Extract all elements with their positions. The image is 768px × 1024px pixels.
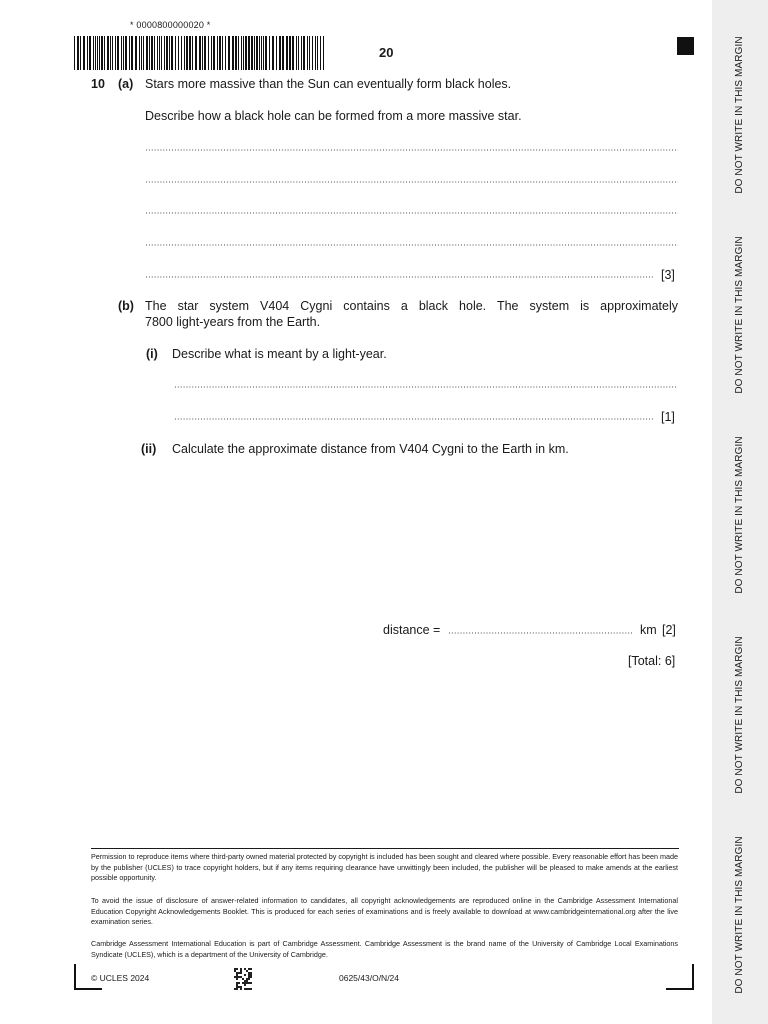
marks-b-i: [1]	[661, 410, 675, 424]
distance-unit: km	[640, 623, 657, 637]
qr-code	[234, 968, 252, 990]
part-b-label: (b)	[118, 299, 134, 313]
part-b-ii-prompt: Calculate the approximate distance from V404 Cygni to the Earth in km.	[172, 442, 569, 456]
part-b-i-label: (i)	[146, 347, 158, 361]
distance-answer-line[interactable]	[448, 632, 632, 634]
footer-rule	[91, 848, 679, 849]
answer-line[interactable]	[174, 418, 653, 420]
footer-cambridge-note: Cambridge Assessment International Education is part of Cambridge Assessment. Cambridge Assessment is the brand name of the University of Cambridge Local Examinations Syndicate (UCLES), which is a department of the University of Cambridge.	[91, 939, 678, 959]
answer-line[interactable]	[174, 386, 678, 388]
barcode-number: * 0000800000020 *	[130, 20, 211, 30]
part-a-prompt: Describe how a black hole can be formed from a more massive star.	[145, 109, 522, 123]
answer-line[interactable]	[145, 181, 678, 183]
part-b-stem-line1: The star system V404 Cygni contains a black hole. The system is approximately	[145, 299, 678, 313]
part-b-i-prompt: Describe what is meant by a light-year.	[172, 347, 387, 361]
footer-permission: Permission to reproduce items where third-party owned material protected by copyright is included has been sought and cleared where possible. Every reasonable effort has been made by the publisher (UCLES) to trace copyright holders, but if any items requiring clearance have unwittingly been included, the publisher will be pleased to make amends at the earliest possible opportunity.	[91, 852, 678, 882]
part-a-stem: Stars more massive than the Sun can eventually form black holes.	[145, 77, 512, 91]
crop-mark	[74, 964, 76, 990]
copyright: © UCLES 2024	[91, 973, 150, 983]
total-marks: [Total: 6]	[628, 654, 676, 668]
marks-a: [3]	[661, 268, 675, 282]
barcode	[74, 36, 326, 70]
marks-b-ii: [2]	[662, 623, 676, 637]
answer-line[interactable]	[145, 276, 653, 278]
margin-warning: DO NOT WRITE IN THIS MARGIN	[734, 436, 745, 594]
answer-line[interactable]	[145, 149, 678, 151]
footer-disclosure: To avoid the issue of disclosure of answer-related information to candidates, all copyright acknowledgements are reproduced online in the Cambridge Assessment International Education Copyright Acknowledgements Booklet. This is produced for each series of examinations and is freely available to download at www.cambridgeinternational.org after the live examination series.	[91, 896, 678, 926]
crop-mark	[74, 988, 102, 990]
answer-line[interactable]	[145, 212, 678, 214]
part-a-label: (a)	[118, 77, 134, 91]
margin-warning: DO NOT WRITE IN THIS MARGIN	[734, 836, 745, 994]
question-number: 10	[91, 77, 105, 91]
registration-mark	[677, 37, 694, 55]
page-number: 20	[379, 45, 394, 60]
margin-warning: DO NOT WRITE IN THIS MARGIN	[734, 236, 745, 394]
distance-label: distance =	[383, 623, 441, 637]
part-b-ii-label: (ii)	[141, 442, 157, 456]
paper-code: 0625/43/O/N/24	[339, 973, 400, 983]
answer-line[interactable]	[145, 244, 678, 246]
margin-warning: DO NOT WRITE IN THIS MARGIN	[734, 36, 745, 194]
crop-mark	[666, 988, 694, 990]
part-b-stem-line2: 7800 light-years from the Earth.	[145, 315, 321, 329]
crop-mark	[692, 964, 694, 990]
margin-warning: DO NOT WRITE IN THIS MARGIN	[734, 636, 745, 794]
